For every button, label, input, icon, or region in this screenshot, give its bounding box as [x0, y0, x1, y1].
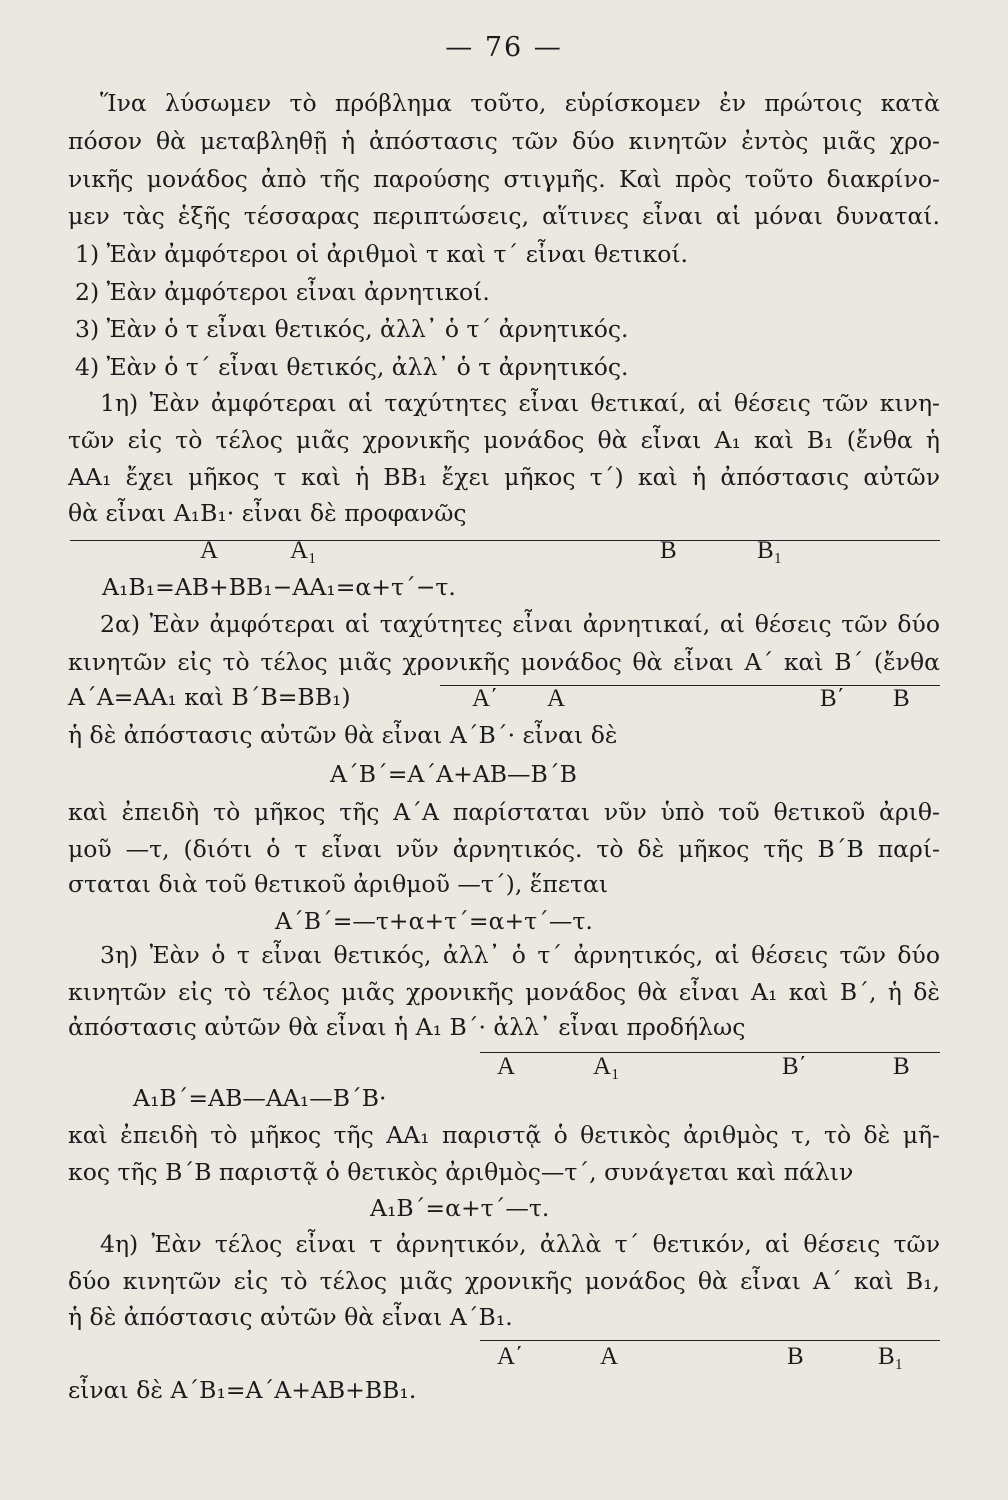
text-line: νικῆς μονάδος ἀπὸ τῆς παρούσης στιγμῆς. Καὶ πρὸς τοῦτο διακρίνο-	[68, 165, 940, 193]
point-label: B΄	[782, 1053, 807, 1080]
text-line: θὰ εἶναι A₁B₁· εἶναι δὲ προφανῶς	[68, 499, 467, 527]
text-line: κινητῶν εἰς τὸ τέλος μιᾶς χρονικῆς μονάδος θὰ εἶναι A΄ καὶ B΄ (ἔνθα	[68, 648, 940, 676]
segment-line	[440, 685, 940, 686]
text-line: AA₁ ἔχει μῆκος τ καὶ ἡ BB₁ ἔχει μῆκος τ΄) καὶ ἡ ἀπόστασις αὐτῶν	[68, 463, 940, 491]
page-number: — 76 —	[445, 32, 563, 63]
formula: A₁B₁=AB+BB₁−AA₁=α+τ΄−τ.	[102, 573, 456, 601]
text-line: σταται διὰ τοῦ θετικοῦ ἀριθμοῦ —τ΄), ἕπεται	[68, 870, 609, 898]
text-line: μοῦ —τ, (διότι ὁ τ εἶναι νῦν ἀρνητικός. τὸ δὲ μῆκος τῆς B΄B παρί-	[68, 835, 940, 863]
point-label: B	[787, 1343, 804, 1370]
case-item: 3) Ἐὰν ὁ τ εἶναι θετικός, ἀλλ᾽ ὁ τ΄ ἀρνητικός.	[75, 315, 629, 343]
point-label: A₁	[593, 1053, 620, 1080]
case-item: 2) Ἐὰν ἀμφότεροι εἶναι ἀρνητικοί.	[75, 278, 490, 306]
text-line: ἡ δὲ ἀπόστασις αὐτῶν θὰ εἶναι A΄B₁.	[68, 1303, 513, 1331]
point-label: A΄	[497, 1343, 524, 1370]
point-label: A	[200, 537, 219, 564]
text-line: καὶ ἐπειδὴ τὸ μῆκος τῆς AA₁ παριστᾷ ὁ θετικὸς ἀριθμὸς τ, τὸ δὲ μῆ-	[68, 1121, 940, 1149]
text-line: 4η) Ἐὰν τέλος εἶναι τ ἀρνητικόν, ἀλλὰ τ΄ θετικόν, αἱ θέσεις τῶν	[100, 1230, 940, 1258]
point-label: A₁	[290, 537, 317, 564]
text-line: εἶναι δὲ A΄B₁=A΄A+AB+BB₁.	[68, 1376, 417, 1404]
formula: A₁B΄=AB—AA₁—B΄B·	[133, 1084, 387, 1112]
point-label: A	[547, 685, 566, 712]
text-line: κος τῆς B΄B παριστᾷ ὁ θετικὸς ἀριθμὸς—τ΄, συνάγεται καὶ πάλιν	[68, 1158, 854, 1186]
formula: A΄B΄=—τ+α+τ΄=α+τ΄—τ.	[275, 907, 593, 935]
text-line: καὶ ἐπειδὴ τὸ μῆκος τῆς A΄A παρίσταται νῦν ὑπὸ τοῦ θετικοῦ ἀριθ-	[68, 798, 940, 826]
text-line: ἡ δὲ ἀπόστασις αὐτῶν θὰ εἶναι A΄B΄· εἶναι δὲ	[68, 721, 618, 749]
formula: A₁B΄=α+τ΄—τ.	[370, 1194, 550, 1222]
point-label: B΄	[820, 685, 845, 712]
case-item: 4) Ἐὰν ὁ τ΄ εἶναι θετικός, ἀλλ᾽ ὁ τ ἀρνητικός.	[75, 353, 629, 381]
text-line: κινητῶν εἰς τὸ τέλος μιᾶς χρονικῆς μονάδος θὰ εἶναι A₁ καὶ B΄, ἡ δὲ	[68, 978, 940, 1006]
text-line: πόσον θὰ μεταβληθῇ ἡ ἀπόστασις τῶν δύο κινητῶν ἐντὸς μιᾶς χρο-	[68, 127, 940, 155]
text-line: δύο κινητῶν εἰς τὸ τέλος μιᾶς χρονικῆς μονάδος θὰ εἶναι A΄ καὶ B₁,	[68, 1267, 940, 1295]
point-label: A	[497, 1053, 516, 1080]
case-item: 1) Ἐὰν ἀμφότεροι οἱ ἀριθμοὶ τ καὶ τ΄ εἶναι θετικοί.	[75, 240, 689, 268]
point-label: B	[660, 537, 677, 564]
point-label: B	[893, 1053, 910, 1080]
point-label: B	[893, 685, 910, 712]
text-line: ἀπόστασις αὐτῶν θὰ εἶναι ἡ A₁ B΄· ἀλλ᾽ εἶναι προδήλως	[68, 1013, 746, 1041]
text-line: 2α) Ἐὰν ἀμφότεραι αἱ ταχύτητες εἶναι ἀρνητικαί, αἱ θέσεις τῶν δύο	[100, 610, 940, 638]
segment-line	[480, 1052, 940, 1053]
text-line: A΄A=AA₁ καὶ B΄B=BB₁)	[68, 683, 351, 711]
point-label: A΄	[472, 685, 499, 712]
text-line: 3η) Ἐὰν ὁ τ εἶναι θετικός, ἀλλ᾽ ὁ τ΄ ἀρνητικός, αἱ θέσεις τῶν δύο	[100, 941, 940, 969]
point-label: B₁	[757, 537, 783, 564]
point-label: A	[600, 1343, 619, 1370]
point-label: B₁	[878, 1343, 904, 1370]
segment-line	[480, 1340, 940, 1341]
text-line: 1η) Ἐὰν ἀμφότεραι αἱ ταχύτητες εἶναι θετικαί, αἱ θέσεις τῶν κινη-	[100, 389, 940, 417]
text-line: Ἵνα λύσωμεν τὸ πρόβλημα τοῦτο, εὑρίσκομεν ἐν πρώτοις κατὰ	[100, 89, 940, 117]
text-line: τῶν εἰς τὸ τέλος μιᾶς χρονικῆς μονάδος θὰ εἶναι A₁ καὶ B₁ (ἔνθα ἡ	[68, 426, 940, 454]
formula: A΄B΄=A΄A+AB—B΄B	[330, 760, 577, 788]
text-line: μεν τὰς ἑξῆς τέσσαρας περιπτώσεις, αἵτινες εἶναι αἱ μόναι δυναταί.	[68, 202, 940, 230]
